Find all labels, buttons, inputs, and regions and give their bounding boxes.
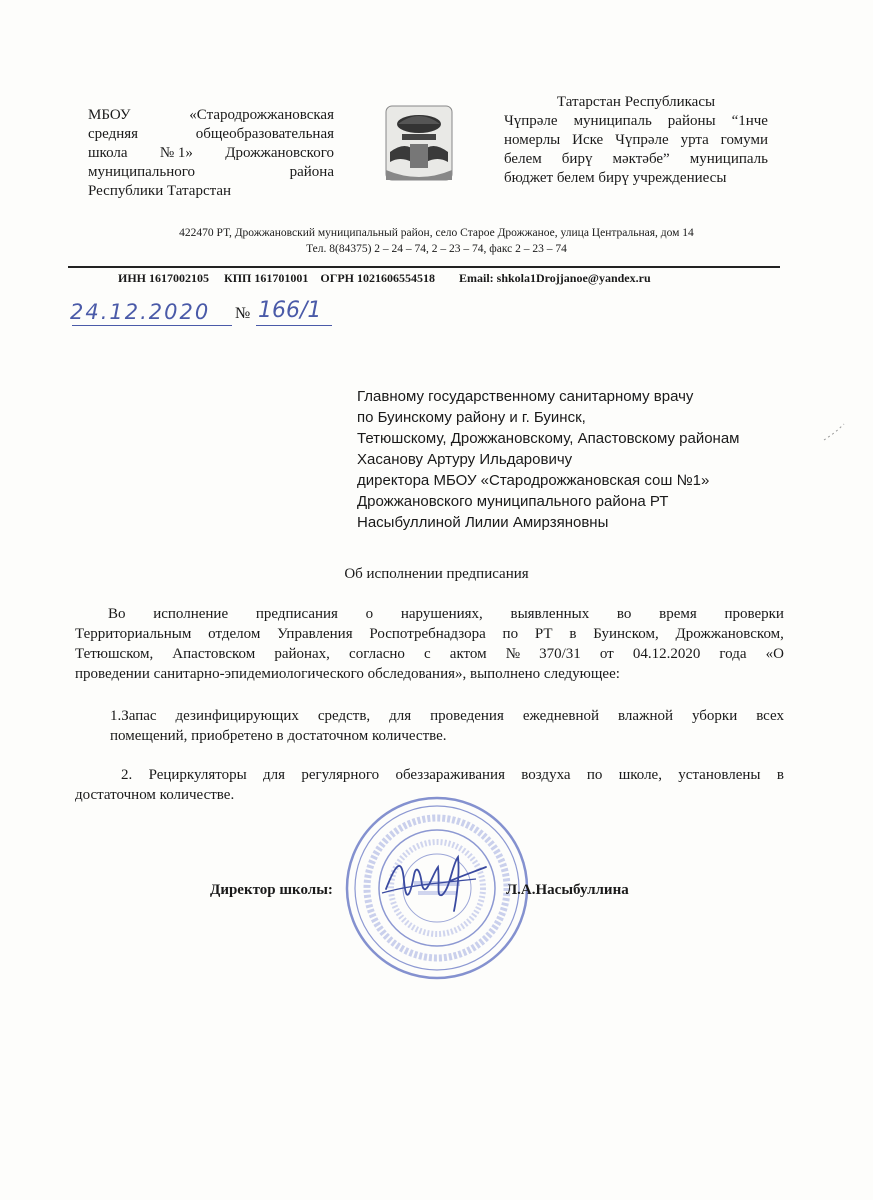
- addressee-block: [357, 386, 787, 533]
- document-number: 166/1: [258, 298, 322, 323]
- word: 370/31: [539, 646, 581, 662]
- word: МБОУ: [88, 107, 131, 123]
- word: Дрожжановского: [225, 145, 334, 161]
- word: Иске: [572, 132, 604, 148]
- word: во: [616, 606, 632, 622]
- date-underline: [72, 325, 232, 326]
- addressee-line: Главному государственному санитарному врачу: [357, 388, 694, 405]
- word: «Стародрожжановская: [189, 107, 334, 123]
- word: Чүпрәле: [504, 113, 558, 129]
- org-name-tt: [504, 93, 768, 188]
- word: актом: [449, 646, 487, 662]
- word: гомуми: [720, 132, 768, 148]
- word: ежедневной: [522, 708, 600, 724]
- word: по: [586, 767, 603, 783]
- text-line: [110, 726, 784, 746]
- org-name-ru: [88, 106, 334, 201]
- paragraph-intro: [75, 604, 784, 684]
- word: достаточном количестве.: [75, 787, 235, 803]
- word: номерлы: [504, 132, 561, 148]
- word: РТ: [534, 626, 553, 642]
- phone-line: Тел. 8(84375) 2 – 24 – 74, 2 – 23 – 74, факс 2 – 23 – 74: [306, 243, 567, 255]
- text-line: [88, 106, 334, 125]
- word: №: [505, 646, 520, 662]
- word: средняя: [88, 126, 139, 142]
- pen-mark: [820, 418, 850, 448]
- word: 1.Запас: [110, 708, 157, 724]
- number-underline: [256, 325, 332, 326]
- word: отделом: [208, 626, 261, 642]
- text-line: [75, 765, 784, 785]
- word: с: [424, 646, 431, 662]
- word: школе,: [618, 767, 662, 783]
- word: о: [365, 606, 374, 622]
- word: Территориальным: [75, 626, 192, 642]
- word: районах,: [274, 646, 330, 662]
- word: средств,: [317, 708, 371, 724]
- word: проведении санитарно-эпидемиологического обследования», выполнено следующее:: [75, 666, 620, 682]
- text-line: [88, 163, 334, 182]
- header-divider: [68, 266, 780, 268]
- word: проведения: [430, 708, 504, 724]
- word: уборки: [691, 708, 738, 724]
- addressee-line: Дрожжановского муниципального района РТ: [357, 493, 669, 510]
- subject-line: Об исполнении предписания: [344, 566, 529, 582]
- word: регулярного: [301, 767, 380, 783]
- text-line: [504, 112, 768, 131]
- word: № 1»: [159, 145, 193, 161]
- text-line: [504, 131, 768, 150]
- text-line: [110, 706, 784, 726]
- document-date: 24.12.2020: [70, 300, 211, 324]
- handwritten-signature: [380, 845, 490, 915]
- word: в: [569, 626, 577, 642]
- word: 2.: [121, 767, 133, 783]
- word: бюджет белем бирү учреждениесы: [504, 170, 727, 186]
- number-label: №: [235, 305, 251, 322]
- word: всех: [756, 708, 784, 724]
- item-1: [110, 706, 784, 746]
- word: белем: [504, 151, 542, 167]
- word: Буинском,: [593, 626, 659, 642]
- addressee-line: по Буинскому району и г. Буинск,: [357, 409, 586, 426]
- word: Роспотребнадзора: [369, 626, 486, 642]
- word: влажной: [618, 708, 673, 724]
- text-line: [88, 125, 334, 144]
- text-line: [75, 624, 784, 644]
- word: муниципального: [88, 164, 196, 180]
- word: районы: [667, 113, 716, 129]
- word: обеззараживания: [395, 767, 505, 783]
- word: установлены: [678, 767, 761, 783]
- republic-title: Татарстан Республикасы: [556, 94, 716, 110]
- word: время: [659, 606, 697, 622]
- word: муниципаль: [573, 113, 652, 129]
- text-line: [75, 604, 784, 624]
- signatory-name: Л.А.Насыбуллина: [506, 882, 629, 898]
- word: бирү: [561, 151, 593, 167]
- text-line: [75, 664, 784, 684]
- addressee-line: Хасанову Артуру Ильдаровичу: [357, 451, 573, 468]
- word: воздуха: [521, 767, 571, 783]
- word: 04.12.2020: [632, 646, 701, 662]
- address-line: 422470 РТ, Дрожжановский муниципальный район, село Старое Дрожжаное, улица Центральная, дом 14: [179, 227, 694, 239]
- word: Дрожжановском,: [675, 626, 784, 642]
- word: года: [719, 646, 747, 662]
- addressee-line: директора МБОУ «Стародрожжановская сош №1»: [357, 472, 710, 489]
- word: Во: [108, 606, 126, 622]
- word: выявленных: [510, 606, 590, 622]
- word: Республики Татарстан: [88, 183, 232, 199]
- word: Управления: [277, 626, 353, 642]
- word: для: [262, 767, 285, 783]
- word: проверки: [724, 606, 784, 622]
- word: предписания: [255, 606, 338, 622]
- word: дезинфицирующих: [175, 708, 299, 724]
- word: нарушениях,: [400, 606, 483, 622]
- text-line: [504, 169, 768, 188]
- word: исполнение: [153, 606, 229, 622]
- word: “1нче: [731, 113, 768, 129]
- word: муниципаль: [689, 151, 768, 167]
- word: согласно: [349, 646, 405, 662]
- word: от: [599, 646, 614, 662]
- word: Чүпрәле: [615, 132, 669, 148]
- word: для: [389, 708, 412, 724]
- word: Тетюшском,: [75, 646, 154, 662]
- requisites-line: ИНН 1617002105 КПП 161701001 ОГРН 1021606554518 Email: shkola1Drojjanoe@yandex.ru: [118, 271, 651, 285]
- word: Рециркуляторы: [148, 767, 247, 783]
- word: общеобразовательная: [195, 126, 334, 142]
- text-line: [88, 182, 334, 201]
- word: урта: [680, 132, 709, 148]
- coat-of-arms-emblem: [376, 100, 462, 186]
- word: мәктәбе”: [612, 151, 670, 167]
- word: в: [776, 767, 784, 783]
- word: Апастовском: [172, 646, 256, 662]
- text-line: [75, 644, 784, 664]
- word: по: [502, 626, 519, 642]
- addressee-line: Насыбуллиной Лилии Амирзяновны: [357, 514, 609, 531]
- text-line: [504, 150, 768, 169]
- text-line: [88, 144, 334, 163]
- word: «О: [765, 646, 784, 662]
- word: школа: [88, 145, 128, 161]
- word: района: [289, 164, 334, 180]
- signature-label: Директор школы:: [210, 882, 333, 898]
- addressee-line: Тетюшскому, Дрожжановскому, Апастовскому районам: [357, 430, 740, 447]
- word: помещений, приобретено в достаточном количестве.: [110, 728, 447, 744]
